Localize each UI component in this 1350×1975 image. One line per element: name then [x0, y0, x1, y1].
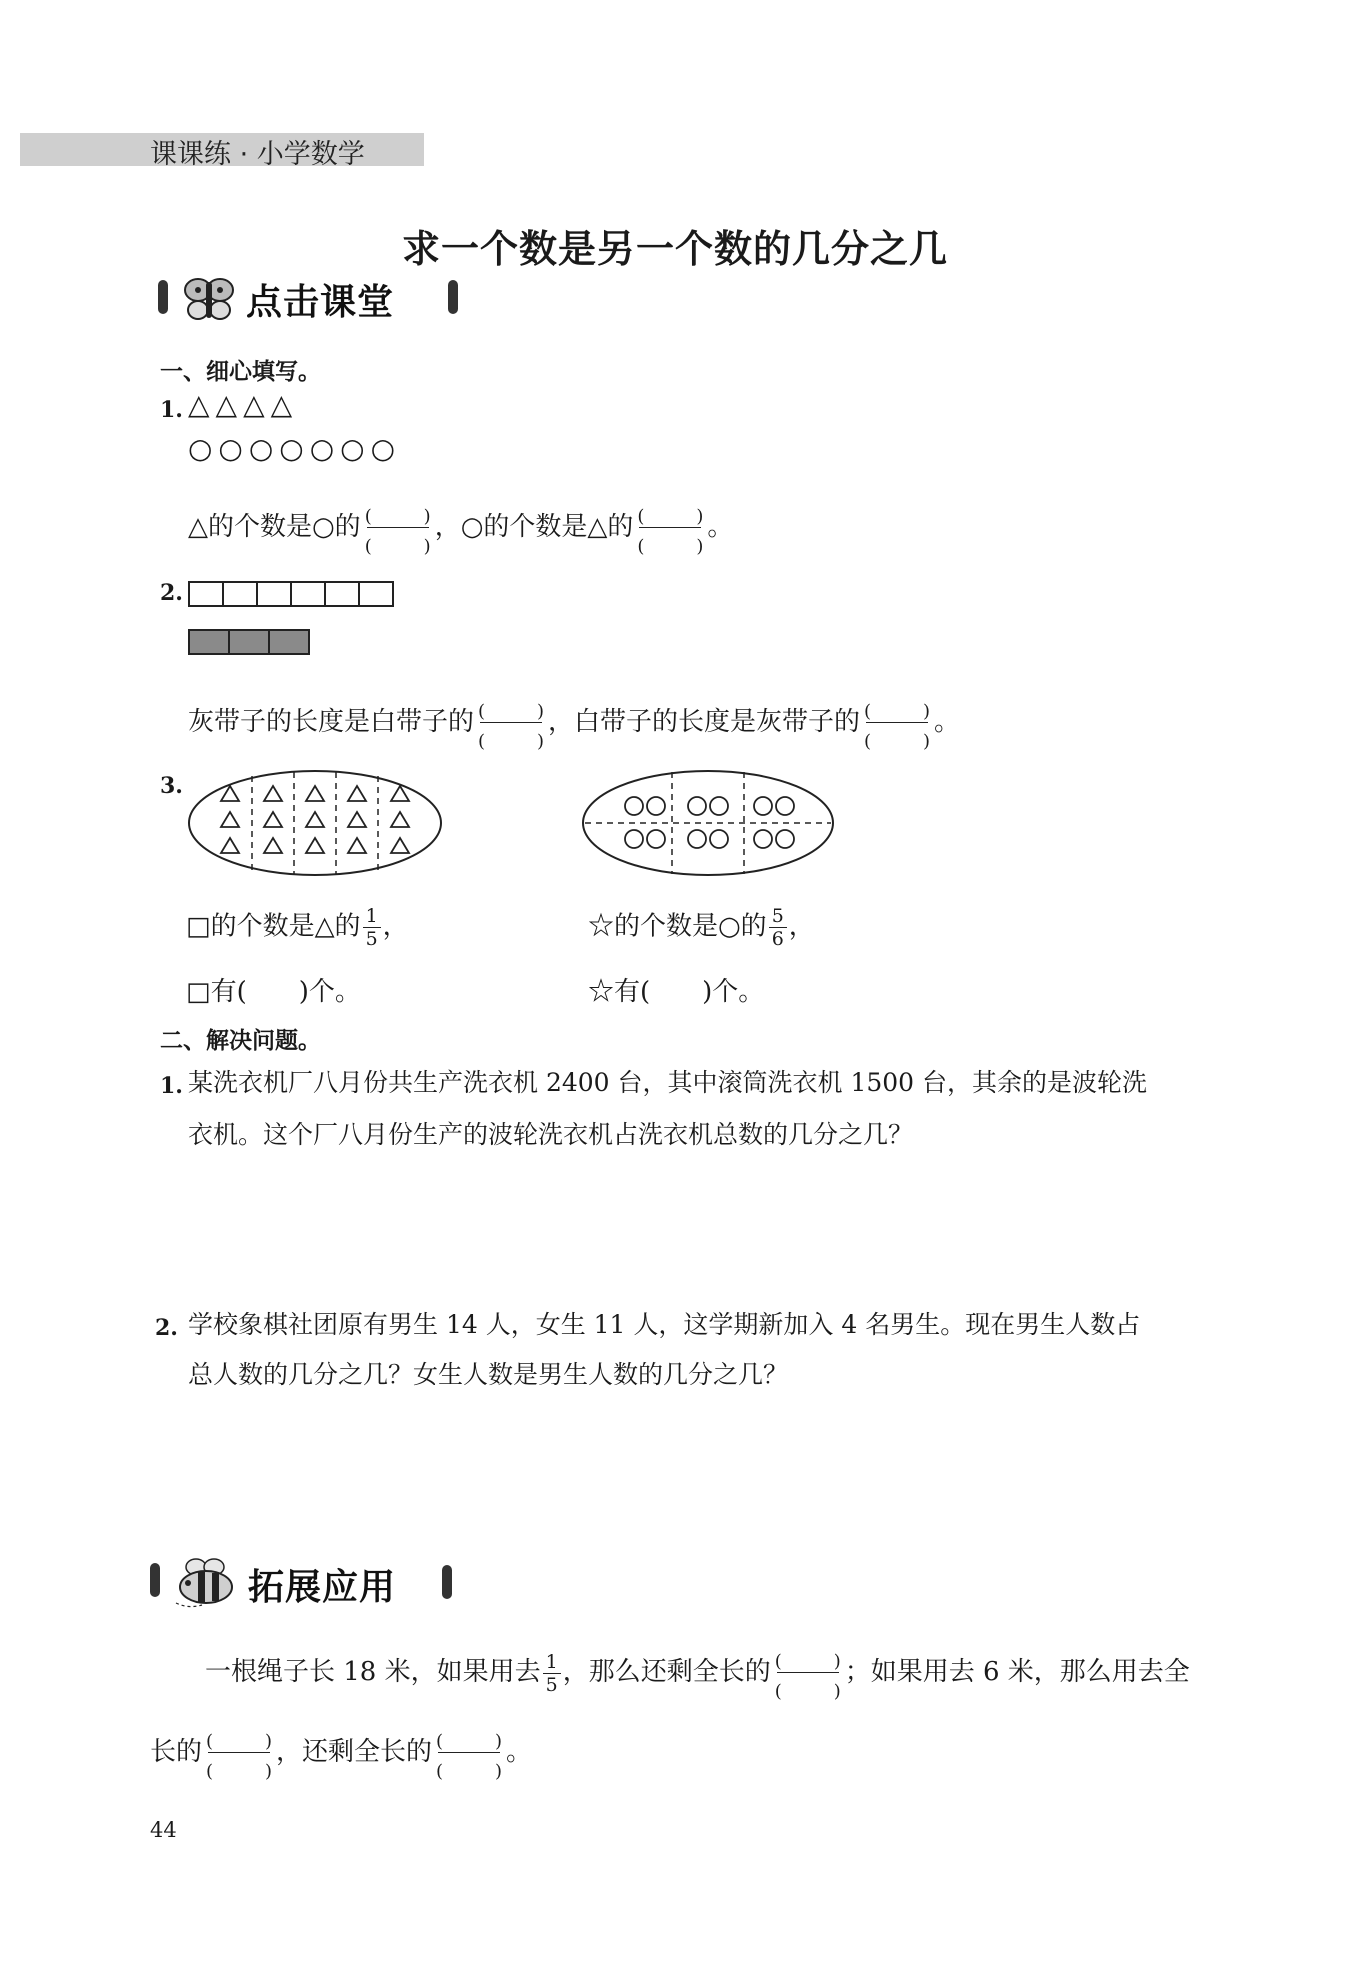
section-heading-fill: 一、细心填写。 [160, 359, 321, 385]
q3-left-line1: □的个数是△的 $\frac{1}{5}$ ， [186, 905, 409, 950]
ribbon-comparison-figure [188, 580, 398, 660]
ext-text-c: ；如果用去 6 米，那么用去全 [844, 1657, 1190, 1687]
q3-right-text: ☆的个数是○的 [588, 911, 767, 942]
q3-left-line2: □有( )个。 [186, 977, 361, 1007]
banner-right-cap [442, 1565, 452, 1599]
question-number: 1. [160, 397, 183, 423]
circle-oval-figure [580, 768, 838, 878]
header-text: 课课练 · 小学数学 [150, 139, 365, 170]
question-number: 2. [155, 1315, 178, 1341]
q2-text-b: ，白带子的长度是灰带子的 [548, 707, 861, 737]
ext-text-e: ，还剩全长的 [276, 1737, 433, 1767]
q2-fill-line [188, 695, 960, 751]
q2-text-a: 灰带子的长度是白带子的 [188, 707, 475, 737]
fraction-blank[interactable]: ( ) ( ) [864, 701, 931, 752]
extension-line1 [205, 1645, 1190, 1701]
fraction-blank[interactable]: ( ) ( ) [774, 1651, 841, 1702]
fraction-five-sixths: $\frac{5}{6}$ [769, 905, 787, 950]
q3-right-line2: ☆有( )个。 [588, 977, 765, 1007]
banner-left-cap [150, 1563, 160, 1597]
q1-text-b: ，○的个数是△的 [434, 512, 634, 542]
extension-line2 [150, 1725, 532, 1781]
word-problem-2-line1: 学校象棋社团原有男生 14 人，女生 11 人，这学期新加入 4 名男生。现在男生人数占 [188, 1310, 1141, 1339]
fraction-blank[interactable]: ( ) ( ) [637, 506, 704, 557]
q2-text-end: 。 [934, 707, 961, 737]
banner-left-cap [158, 280, 168, 314]
question-number: 3. [160, 773, 183, 799]
question-number: 1. [160, 1073, 183, 1099]
triangle-oval-figure [186, 768, 446, 878]
banner-tuozhan-yingyong [150, 1555, 450, 1608]
q3-right-line1: ☆的个数是○的 $\frac{5}{6}$ ， [588, 905, 815, 950]
fraction-blank[interactable]: ( ) ( ) [436, 1731, 503, 1782]
fraction-one-fifth: $\frac{1}{5}$ [543, 1651, 561, 1696]
ext-text-d: 长的 [150, 1737, 203, 1767]
fraction-blank[interactable]: ( ) ( ) [206, 1731, 273, 1782]
page-number: 44 [150, 1818, 177, 1842]
bee-icon [168, 1555, 238, 1611]
ext-text-a: 一根绳子长 18 米，如果用去 [205, 1657, 541, 1687]
word-problem-1-line1: 某洗衣机厂八月份共生产洗衣机 2400 台，其中滚筒洗衣机 1500 台，其余的是波轮洗 [188, 1068, 1148, 1097]
gray-ribbon [189, 630, 309, 654]
word-problem-2-line2: 总人数的几分之几？女生人数是男生人数的几分之几？ [188, 1360, 789, 1389]
q1-text-a: △的个数是○的 [188, 512, 361, 542]
fraction-blank[interactable]: ( ) ( ) [478, 701, 545, 752]
section-heading-solve: 二、解决问题。 [160, 1028, 321, 1054]
banner-right-cap [448, 280, 458, 314]
banner-label: 点击课堂 [246, 282, 395, 323]
fraction-blank[interactable]: ( ) ( ) [364, 506, 431, 557]
circle-row: ○○○○○○○ [188, 432, 402, 465]
q1-fill-line [188, 500, 733, 556]
banner-dianji-ketang [158, 272, 458, 322]
butterfly-icon [180, 272, 238, 324]
page-title: 求一个数是另一个数的几分之几 [401, 227, 948, 271]
q3-left-text: □的个数是△的 [186, 911, 361, 942]
ext-text-end: 。 [506, 1737, 533, 1767]
white-ribbon [189, 582, 393, 606]
question-number: 2. [160, 580, 183, 606]
ext-text-b: ，那么还剩全长的 [562, 1657, 771, 1687]
fraction-one-fifth: $\frac{1}{5}$ [363, 905, 381, 950]
word-problem-1-line2: 衣机。这个厂八月份生产的波轮洗衣机占洗衣机总数的几分之几？ [188, 1120, 914, 1149]
triangle-row: △△△△ [188, 388, 299, 421]
banner-label: 拓展应用 [248, 1567, 397, 1608]
q1-text-end: 。 [707, 512, 734, 542]
